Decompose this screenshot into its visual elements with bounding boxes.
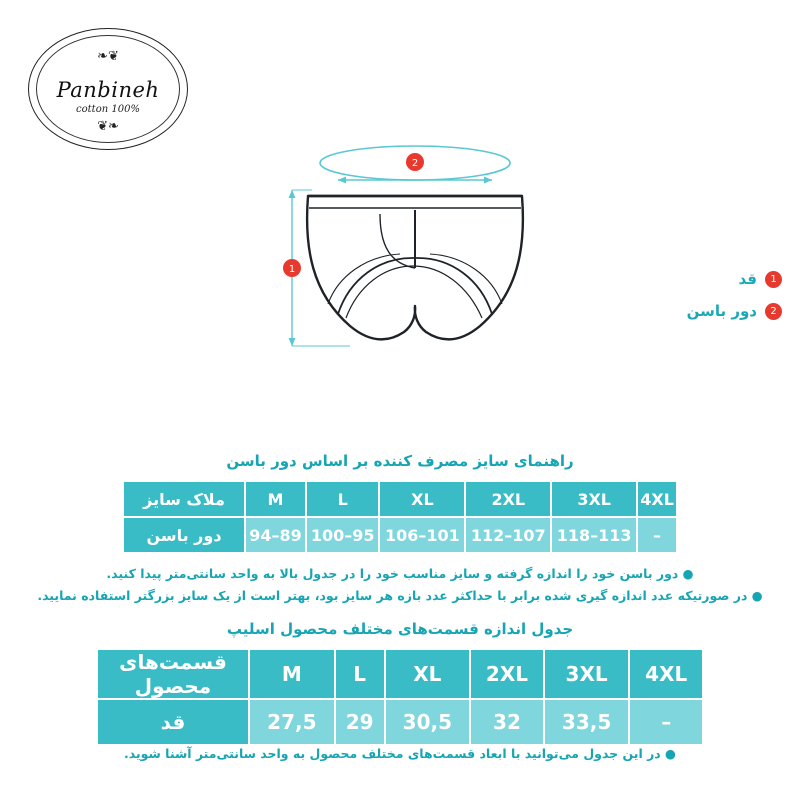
brand-tagline: 100% cotton <box>76 104 140 115</box>
brief-illustration-svg <box>230 118 650 378</box>
t1-h-m: M <box>245 481 306 517</box>
t2-v-3xl: 33,5 <box>544 699 630 745</box>
legend-item-1 <box>622 270 782 288</box>
t1-h-4xl: 4XL <box>637 481 677 517</box>
table2-title: جدول اندازه قسمت‌های مختلف محصول اسلیپ <box>226 620 574 638</box>
t2-h-m: M <box>249 649 335 699</box>
t1-h-3xl: 3XL <box>551 481 637 517</box>
svg-text:2: 2 <box>411 158 419 169</box>
t1-h-criteria: ملاک سایز <box>123 481 245 517</box>
t1-v-2xl: 107–112 <box>465 517 551 553</box>
svg-text:1: 1 <box>288 264 296 275</box>
t1-v-m: 89–94 <box>245 517 306 553</box>
t2-h-4xl: 4XL <box>629 649 703 699</box>
legend-item-2 <box>622 302 782 320</box>
table2-note-1: ● در این جدول می‌توانید با ابعاد قسمت‌های مختلف محصول به واحد سانتی‌متر آشنا شوید. <box>124 746 676 761</box>
ornament-top-icon: ❦❧ <box>97 49 119 64</box>
t2-row-label-height: قد <box>97 699 249 745</box>
product-dimensions-table <box>96 648 704 746</box>
t2-h-3xl: 3XL <box>544 649 630 699</box>
t1-row-label-hip: دور باسن <box>123 517 245 553</box>
t1-h-xl: XL <box>379 481 465 517</box>
table1-title: راهنمای سایز مصرف کننده بر اساس دور باسن <box>226 452 574 470</box>
table1-note-2: ● در صورتیکه عدد اندازه گیری شده برابر با حداکثر عدد بازه هر سایز بود، بهتر است از یک سایز بزرگتر استفاده نمایید. <box>37 588 763 603</box>
table1-note-1: ● دور باسن خود را اندازه گرفته و سایز مناسب خود را در جدول بالا به واحد سانتی‌متر پیدا کنید. <box>106 566 694 581</box>
ornament-bottom-icon: ❧❦ <box>97 119 119 134</box>
marker-2-badge: 2 <box>765 303 782 320</box>
table-row <box>123 517 677 553</box>
t1-v-xl: 101–106 <box>379 517 465 553</box>
t2-v-l: 29 <box>335 699 385 745</box>
t2-h-2xl: 2XL <box>470 649 544 699</box>
t2-h-l: L <box>335 649 385 699</box>
legend-label-hip: دور باسن <box>686 302 757 320</box>
t1-v-4xl: – <box>637 517 677 553</box>
t2-h-xl: XL <box>385 649 471 699</box>
table-row <box>97 649 703 699</box>
t2-v-2xl: 32 <box>470 699 544 745</box>
t1-h-2xl: 2XL <box>465 481 551 517</box>
legend-label-height: قد <box>738 270 757 288</box>
t2-h-parts: قسمت‌های محصول <box>97 649 249 699</box>
t2-v-m: 27,5 <box>249 699 335 745</box>
t2-v-xl: 30,5 <box>385 699 471 745</box>
t1-v-3xl: 113–118 <box>551 517 637 553</box>
t2-v-4xl: – <box>629 699 703 745</box>
table-row <box>97 699 703 745</box>
t1-h-l: L <box>306 481 379 517</box>
brand-name: Panbineh <box>56 78 160 102</box>
product-measurement-diagram <box>230 118 650 378</box>
brand-logo <box>28 28 188 152</box>
t1-v-l: 95–100 <box>306 517 379 553</box>
marker-1-badge: 1 <box>765 271 782 288</box>
diagram-legend <box>622 270 782 334</box>
consumer-size-table <box>122 480 678 554</box>
table-row <box>123 481 677 517</box>
